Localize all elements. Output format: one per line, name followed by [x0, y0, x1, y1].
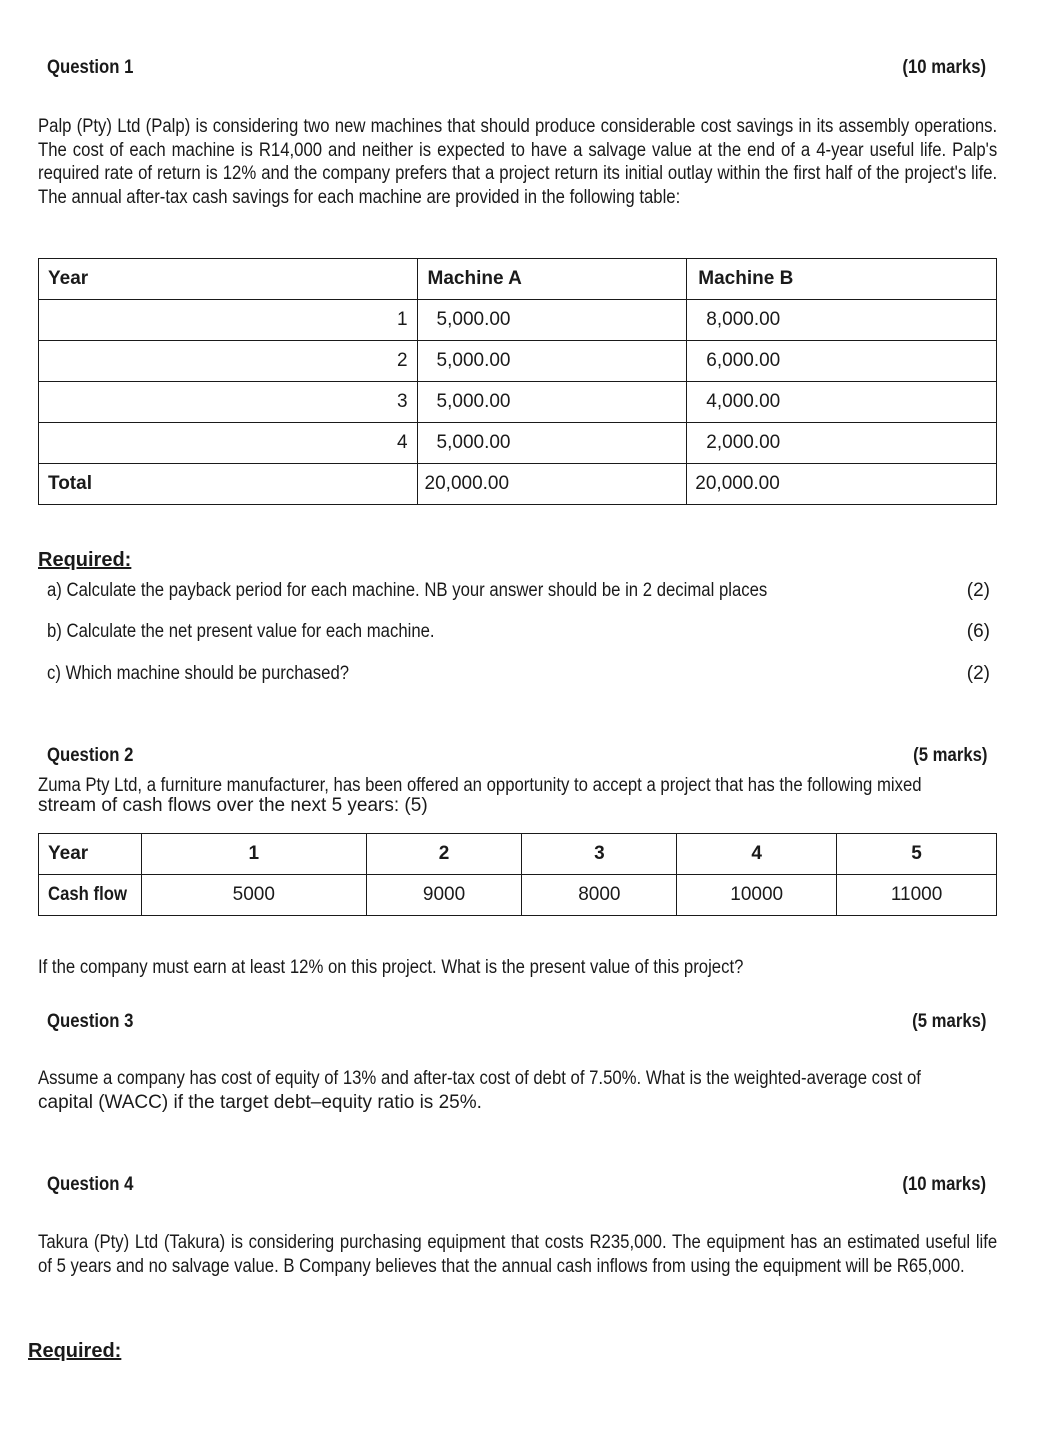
q1-cash-savings-table	[38, 258, 997, 505]
q1-required-c	[47, 663, 947, 685]
q2-intro-line2: stream of cash flows over the next 5 years: (5)	[38, 795, 428, 816]
cash-flow-cell: 10000	[677, 875, 837, 916]
q2-question-text: If the company must earn at least 12% on this project. What is the present value of this project?	[38, 957, 744, 978]
q2-question	[38, 957, 840, 979]
q2-cash-flow-table	[38, 833, 997, 916]
cash-flow-cell: 5000	[141, 875, 366, 916]
q2-title: Question 2	[47, 745, 134, 766]
cash-flow-label-text: Cash flow	[48, 884, 127, 905]
year-header: 1	[141, 834, 366, 875]
q4-title: Question 4	[47, 1174, 134, 1195]
q1-title: Question 1	[47, 57, 134, 78]
q3-title: Question 3	[47, 1011, 134, 1032]
table-total-row	[39, 464, 997, 505]
header-machine-b: Machine B	[687, 259, 997, 300]
q1-required-a	[47, 580, 947, 602]
machine-a-cell: 5,000.00	[417, 300, 687, 341]
cash-flow-cell: 11000	[837, 875, 997, 916]
year-cell: 2	[39, 341, 418, 382]
table-row	[39, 382, 997, 423]
q1-required-a-text: a) Calculate the payback period for each machine. NB your answer should be in 2 decimal places	[47, 580, 768, 601]
year-cell: 3	[39, 382, 418, 423]
total-machine-b: 20,000.00	[687, 464, 997, 505]
machine-a-cell: 5,000.00	[417, 382, 687, 423]
year-header: 4	[677, 834, 837, 875]
q1-paragraph	[38, 115, 997, 209]
q1-required-b	[47, 621, 947, 643]
machine-b-cell: 2,000.00	[687, 423, 997, 464]
q1-marks: (10 marks)	[902, 57, 986, 78]
total-label: Total	[39, 464, 418, 505]
q2-intro-line1-text: Zuma Pty Ltd, a furniture manufacturer, has been offered an opportunity to accept a project that has the following mixed	[38, 775, 922, 796]
q4-paragraph-text: Takura (Pty) Ltd (Takura) is considering purchasing equipment that costs R235,000. The equipment has an estimated useful life of 5 years and no salvage value. B Company believes that the annual cash inflows from using the equipment will be R65,000.	[38, 1232, 998, 1277]
table-header-row	[39, 259, 997, 300]
machine-b-cell: 4,000.00	[687, 382, 997, 423]
q3-marks: (5 marks)	[911, 1011, 986, 1032]
header-year: Year	[39, 259, 418, 300]
q1-paragraph-text: Palp (Pty) Ltd (Palp) is considering two new machines that should produce considerable cost savings in its assembly operations. The cost of each machine is R14,000 and neither is expected to have a salvage value at the end of a 4-year useful life. Palp's required rate of return is 12% and the company prefers that a project return its initial outlay within the first half of the project's life. The annual after-tax cash savings for each machine are provided in the following table:	[38, 116, 998, 208]
machine-a-cell: 5,000.00	[417, 423, 687, 464]
table-row	[39, 875, 997, 916]
cash-flow-label	[39, 875, 142, 916]
q1-required-a-marks: (2)	[966, 580, 990, 601]
header-machine-a: Machine A	[417, 259, 687, 300]
year-header: 2	[366, 834, 522, 875]
q1-required-c-text: c) Which machine should be purchased?	[47, 663, 350, 684]
cash-flow-cell: 8000	[522, 875, 677, 916]
q1-required-b-marks: (6)	[966, 621, 990, 642]
machine-a-cell: 5,000.00	[417, 341, 687, 382]
year-header: 5	[837, 834, 997, 875]
q1-required-b-text: b) Calculate the net present value for each machine.	[47, 621, 435, 642]
year-cell: 4	[39, 423, 418, 464]
q1-required-c-marks: (2)	[966, 663, 990, 684]
year-cell: 1	[39, 300, 418, 341]
q4-required-heading: Required:	[28, 1340, 122, 1362]
q4-paragraph	[38, 1231, 997, 1278]
q2-intro-line1	[38, 775, 1042, 797]
cash-flow-cell: 9000	[366, 875, 522, 916]
total-machine-a: 20,000.00	[417, 464, 687, 505]
table-header-row	[39, 834, 997, 875]
year-header: 3	[522, 834, 677, 875]
q3-line2: capital (WACC) if the target debt–equity ratio is 25%.	[38, 1092, 482, 1113]
q1-required-heading: Required:	[38, 549, 132, 571]
table-row	[39, 300, 997, 341]
q2-marks: (5 marks)	[912, 745, 987, 766]
year-label: Year	[39, 834, 142, 875]
table-row	[39, 423, 997, 464]
q4-marks: (10 marks)	[902, 1174, 986, 1195]
q3-line1-text: Assume a company has cost of equity of 13% and after-tax cost of debt of 7.50%. What is the weighted-average cost of	[38, 1068, 921, 1089]
q3-line1	[38, 1068, 1041, 1090]
machine-b-cell: 6,000.00	[687, 341, 997, 382]
machine-b-cell: 8,000.00	[687, 300, 997, 341]
table-row	[39, 341, 997, 382]
